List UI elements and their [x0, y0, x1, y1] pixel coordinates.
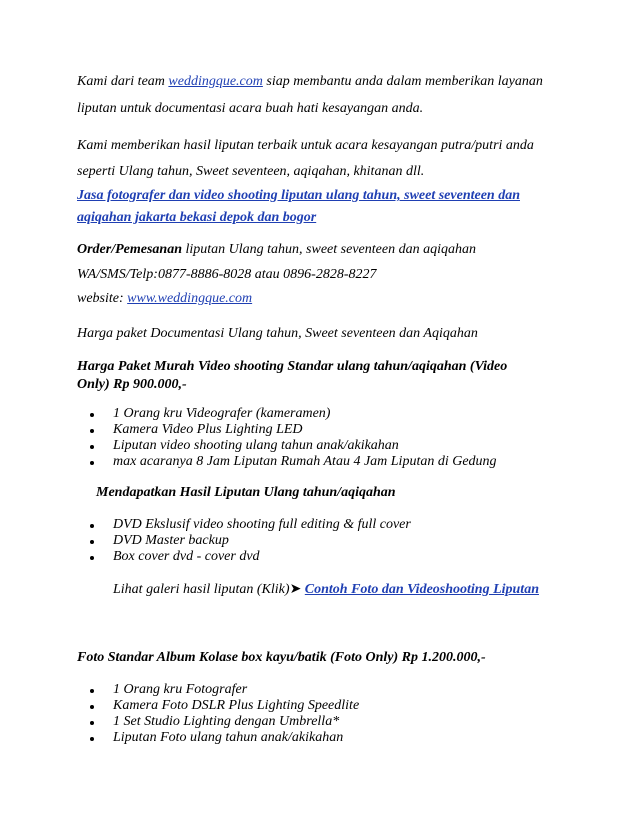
bullet-icon [90, 461, 94, 465]
bullet-icon [90, 524, 94, 528]
photo-package-title: Foto Standar Album Kolase box kayu/batik (Foto Only) Rp 1.200.000,- [77, 650, 486, 665]
contact-line: WA/SMS/Telp:0877-8886-8028 atau 0896-2828-8227 [77, 267, 377, 282]
bullet-icon [90, 445, 94, 449]
arrow-right-icon: ➤ [289, 582, 302, 597]
website-line [77, 291, 252, 307]
order-label: Order/Pemesanan [77, 242, 182, 257]
gallery-line [113, 581, 539, 598]
gallery-text: Lihat galeri hasil liputan (Klik) [113, 582, 290, 597]
gallery-link[interactable]: Contoh Foto dan Videoshooting Liputan [304, 582, 539, 597]
video-package-title-1: Harga Paket Murah Video shooting Standar ulang tahun/aqiqahan (Video [77, 359, 508, 374]
headline-link-line-2[interactable]: aqiqahan jakarta bekasi depok dan bogor [77, 210, 317, 225]
intro-text: Kami dari team [77, 74, 169, 89]
bullet-icon [90, 689, 94, 693]
result-line-2: seperti Ulang tahun, Sweet seventeen, aqiqahan, khitanan dll. [77, 164, 425, 179]
bullet-icon [90, 413, 94, 417]
result-line-1: Kami memberikan hasil liputan terbaik untuk acara kesayangan putra/putri anda [77, 138, 534, 153]
bullet-icon [90, 429, 94, 433]
bullet-icon [90, 556, 94, 560]
headline-link-line-1[interactable]: Jasa fotografer dan video shooting liputan ulang tahun, sweet seventeen dan [77, 188, 520, 203]
intro-line-1 [77, 74, 543, 90]
result-section-title: Mendapatkan Hasil Liputan Ulang tahun/aqiqahan [96, 485, 396, 500]
order-text: liputan Ulang tahun, sweet seventeen dan aqiqahan [182, 242, 476, 257]
order-line [77, 242, 476, 258]
weddingque-link[interactable]: weddingque.com [168, 74, 263, 89]
bullet-icon [90, 737, 94, 741]
price-intro: Harga paket Documentasi Ulang tahun, Sweet seventeen dan Aqiqahan [77, 326, 478, 341]
bullet-icon [90, 540, 94, 544]
bullet-icon [90, 721, 94, 725]
bullet-icon [90, 705, 94, 709]
website-link[interactable]: www.weddingque.com [127, 291, 253, 306]
website-label: website: [77, 291, 128, 306]
video-package-title-2: Only) Rp 900.000,- [77, 377, 187, 392]
intro-line-2: liputan untuk documentasi acara buah hati kesayangan anda. [77, 101, 424, 116]
intro-text-cont: siap membantu anda dalam memberikan layanan [262, 74, 543, 89]
